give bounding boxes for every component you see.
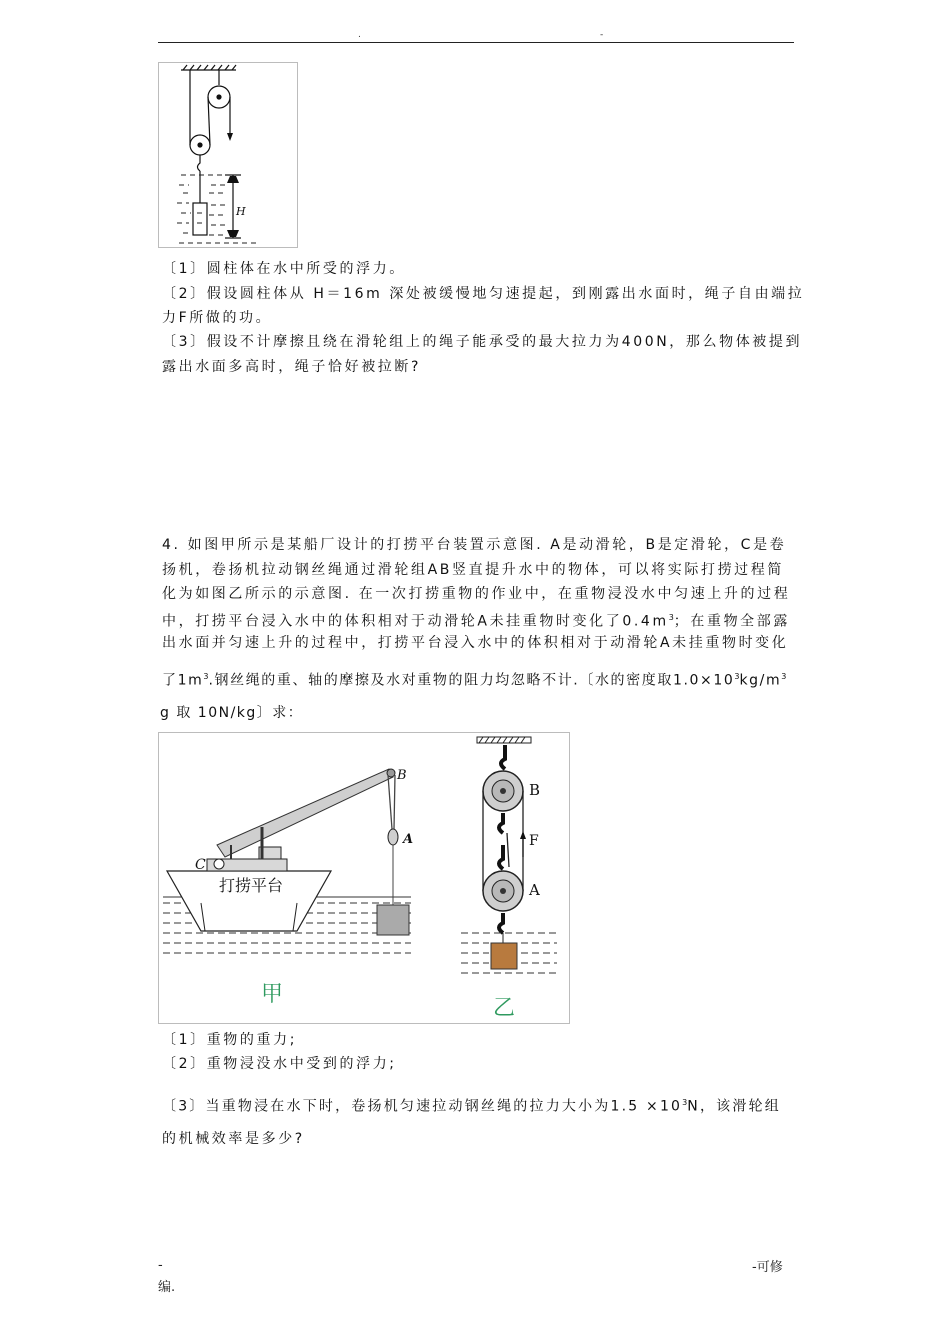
superscript: 3: [203, 672, 209, 681]
salvage-figure: [158, 732, 570, 1024]
footer-left-text: 编.: [158, 1280, 176, 1295]
label-c: C: [195, 857, 206, 873]
salvage-diagram: [159, 733, 569, 1023]
superscript: 3: [682, 1098, 688, 1107]
p4-line-6: [162, 668, 786, 690]
label-f: F: [529, 833, 539, 849]
label-a2: A: [529, 881, 540, 899]
p4-question-3-text-a: 〔3〕当重物浸在水下时，卷扬机匀速拉动钢丝绳的拉力大小为1.5 ×10: [162, 1098, 683, 1115]
p4-question-3-line-1: [162, 1094, 781, 1116]
pulley-diagram-1: [159, 63, 297, 247]
p4-line-1: 4. 如图甲所示是某船厂设计的打捞平台装置示意图. A是动滑轮，B是定滑轮，C是卷: [162, 537, 787, 553]
p4-line-4: [162, 609, 790, 631]
p3-question-2-line-1: 〔2〕假设圆柱体从 H＝16m 深处被缓慢地匀速提起，到刚露出水面时，绳子自由端拉: [162, 286, 805, 302]
p4-question-3-text-b: N，该滑轮组: [687, 1098, 781, 1115]
p4-question-3-line-2: 的机械效率是多少?: [162, 1131, 305, 1147]
superscript: 3: [781, 672, 787, 681]
p4-line-4-text-a: 中，打捞平台浸入水中的体积相对于动滑轮A未挂重物时变化了0.4m: [162, 613, 669, 630]
p4-line-6-text-c: kg/m: [739, 672, 782, 689]
label-b2: B: [529, 781, 541, 799]
caption-jia: 甲: [261, 982, 284, 1007]
pulley-figure-1: [158, 62, 298, 248]
p3-question-3-line-1: 〔3〕假设不计摩擦且绕在滑轮组上的绳子能承受的最大拉力为400N，那么物体被提到: [162, 334, 803, 350]
label-a: A: [403, 832, 414, 847]
header-rule: [158, 42, 794, 43]
superscript: 3: [668, 613, 674, 622]
p4-question-2: 〔2〕重物浸没水中受到的浮力;: [162, 1056, 397, 1072]
label-b: B: [397, 768, 407, 783]
platform-label: 打捞平台: [219, 876, 284, 895]
p4-line-4-text-b: ；在重物全部露: [673, 613, 790, 630]
p4-line-6-text-a: 了1m: [162, 672, 204, 689]
p3-question-1: 〔1〕圆柱体在水中所受的浮力。: [162, 261, 406, 277]
footer-left-dash: -: [158, 1258, 163, 1273]
superscript: 3: [734, 672, 740, 681]
header-right-mark: -: [600, 30, 604, 40]
p4-line-6-text-b: .钢丝绳的重、轴的摩擦及水对重物的阻力均忽略不计.〔水的密度取1.0×10: [208, 672, 735, 689]
caption-yi: 乙: [493, 996, 516, 1021]
p3-question-3-line-2: 露出水面多高时，绳子恰好被拉断?: [162, 359, 422, 375]
p4-line-2: 扬机，卷扬机拉动钢丝绳通过滑轮组AB竖直提升水中的物体，可以将实际打捞过程简: [162, 562, 784, 578]
footer-right-text: -可修: [752, 1260, 783, 1275]
p4-question-1: 〔1〕重物的重力;: [162, 1032, 298, 1048]
p3-question-2-line-2: 力F所做的功。: [162, 310, 273, 326]
p4-line-7: g 取 10N/kg〕求：: [160, 705, 304, 721]
p4-line-5: 出水面并匀速上升的过程中，打捞平台浸入水中的体积相对于动滑轮A未挂重物时变化: [162, 635, 789, 651]
p4-line-3: 化为如图乙所示的示意图. 在一次打捞重物的作业中，在重物浸没水中匀速上升的过程: [162, 586, 791, 602]
header-left-mark: .: [358, 30, 361, 40]
label-h: H: [236, 205, 246, 218]
